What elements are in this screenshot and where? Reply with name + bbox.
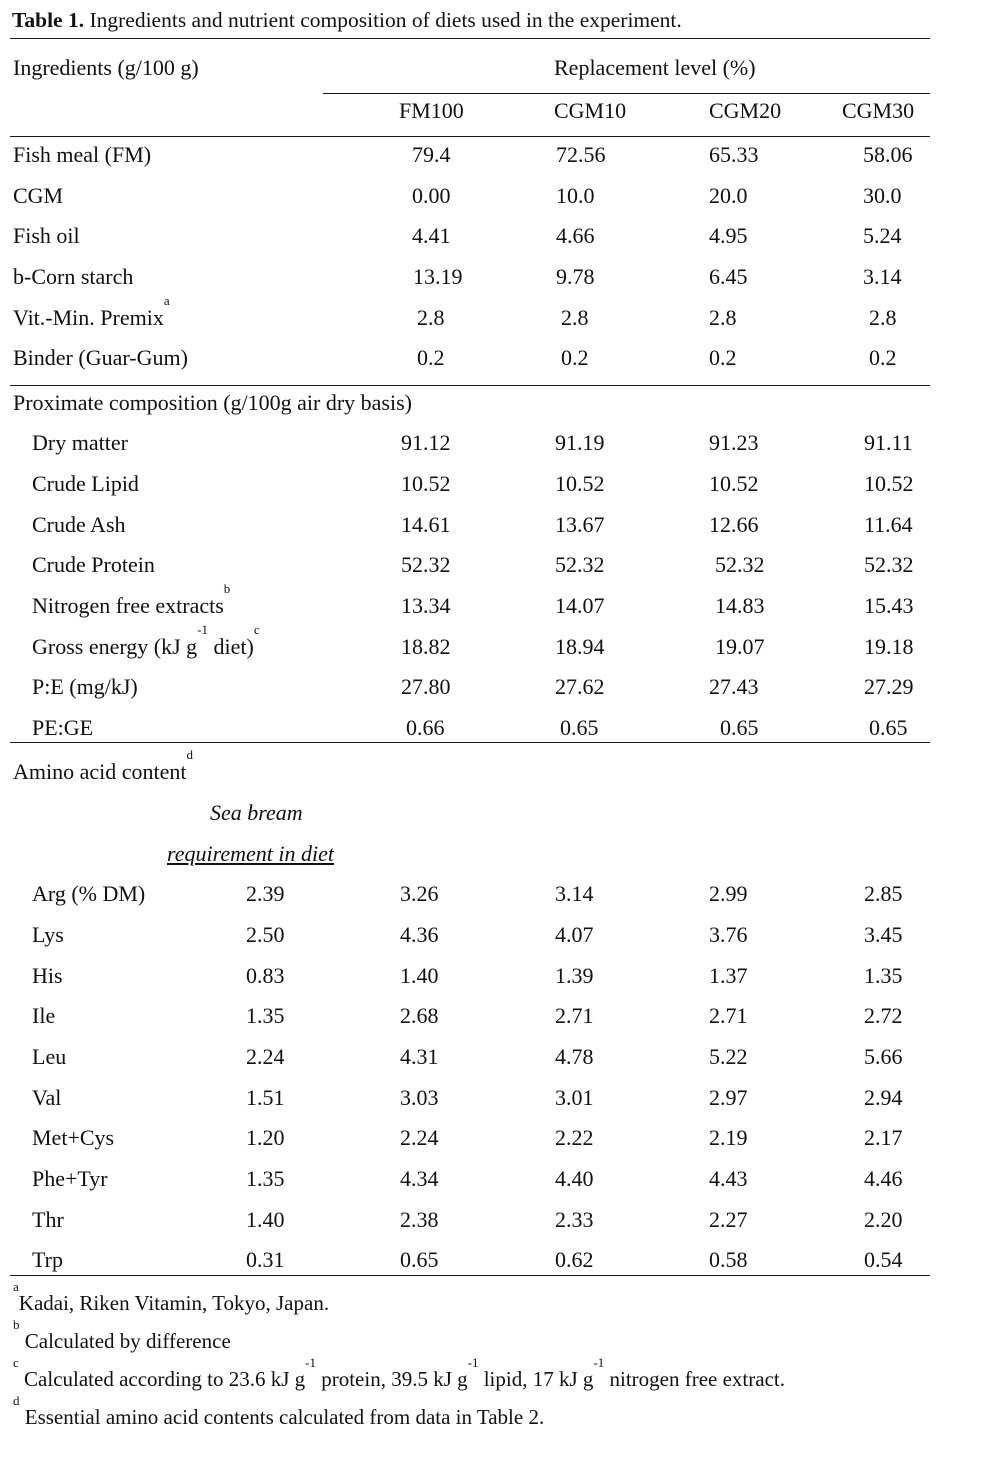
ingredient-value: 2.8 <box>709 305 737 330</box>
footnote-text: nitrogen free extract. <box>604 1367 785 1391</box>
ingredient-value: 0.2 <box>709 345 737 370</box>
amino-value: 2.24 <box>400 1125 439 1150</box>
proximate-value: 0.66 <box>406 715 445 740</box>
ingredient-name <box>13 142 151 168</box>
amino-value: 1.35 <box>864 963 903 988</box>
amino-value: 2.94 <box>864 1085 903 1110</box>
top-rule <box>10 38 930 39</box>
proximate-value: 10.52 <box>555 471 605 496</box>
ingredient-value: 0.00 <box>412 183 451 208</box>
amino-value: 2.99 <box>709 881 748 906</box>
ingredient-value: 0.2 <box>869 345 897 370</box>
bottom-rule <box>10 1275 930 1276</box>
proximate-value: 18.82 <box>401 634 451 659</box>
footnote-text: lipid, 17 kJ g <box>478 1367 594 1391</box>
proximate-value: 0.65 <box>720 715 759 740</box>
proximate-row-name <box>32 715 93 741</box>
amino-value: 2.71 <box>555 1003 594 1028</box>
footnote-mark: c <box>253 622 260 637</box>
proximate-value: 52.32 <box>715 552 765 577</box>
amino-value: 4.34 <box>400 1166 439 1191</box>
amino-value: 2.68 <box>400 1003 439 1028</box>
proximate-value: 19.07 <box>715 634 765 659</box>
replacement-header: Replacement level (%) <box>554 55 756 80</box>
requirement-value: 0.83 <box>246 963 285 988</box>
amino-acid-name: Leu <box>32 1044 67 1069</box>
footnote-text: protein, 39.5 kJ g <box>315 1367 468 1391</box>
ingredient-value: 4.66 <box>556 223 595 248</box>
amino-value: 1.37 <box>709 963 748 988</box>
proximate-name-text: Crude Lipid <box>32 471 139 496</box>
ingredients-rule <box>10 385 930 386</box>
proximate-value: 52.32 <box>555 552 605 577</box>
header-subrule <box>323 93 930 94</box>
ingredient-value: 0.2 <box>417 345 445 370</box>
amino-value: 2.85 <box>864 881 903 906</box>
proximate-row-name <box>32 552 155 578</box>
footnote-text: Essential amino acid contents calculated from data in Table 2. <box>19 1405 545 1429</box>
ingredient-value: 0.2 <box>561 345 589 370</box>
ingredient-name <box>13 293 170 331</box>
ingredient-value: 20.0 <box>709 183 748 208</box>
amino-value: 4.46 <box>864 1166 903 1191</box>
proximate-row-name <box>32 622 260 660</box>
requirement-value: 1.35 <box>246 1166 285 1191</box>
requirement-value: 1.35 <box>246 1003 285 1028</box>
proximate-row-name <box>32 674 138 700</box>
superscript: -1 <box>197 622 209 637</box>
ingredient-name-text: Binder (Guar-Gum) <box>13 345 188 370</box>
footnote-mark: b <box>223 581 231 596</box>
table-label: Table 1. <box>12 8 85 32</box>
amino-value: 1.39 <box>555 963 594 988</box>
requirement-header-line1: Sea bream <box>210 800 303 825</box>
amino-value: 0.65 <box>400 1247 439 1272</box>
amino-acid-name: Thr <box>32 1207 64 1232</box>
proximate-value: 52.32 <box>864 552 914 577</box>
amino-acid-name: Ile <box>32 1003 56 1028</box>
ingredient-name-text: CGM <box>13 183 64 208</box>
ingredient-name <box>13 345 188 371</box>
amino-value: 3.26 <box>400 881 439 906</box>
ingredient-value: 2.8 <box>417 305 445 330</box>
proximate-value: 27.80 <box>401 674 451 699</box>
proximate-section-title: Proximate composition (g/100g air dry basis) <box>13 390 412 415</box>
proximate-value: 10.52 <box>864 471 914 496</box>
amino-value: 0.58 <box>709 1247 748 1272</box>
proximate-value: 10.52 <box>401 471 451 496</box>
amino-acid-name: Val <box>32 1085 62 1110</box>
amino-value: 4.43 <box>709 1166 748 1191</box>
footnote-mark: b <box>13 1317 20 1332</box>
table-caption <box>12 7 682 33</box>
amino-acid-name: Met+Cys <box>32 1125 115 1150</box>
amino-value: 3.76 <box>709 922 748 947</box>
amino-title-text: Amino acid content <box>13 759 187 784</box>
superscript: -1 <box>305 1355 316 1370</box>
amino-value: 2.20 <box>864 1207 903 1232</box>
proximate-value: 11.64 <box>864 512 913 537</box>
amino-value: 3.45 <box>864 922 903 947</box>
ingredient-value: 72.56 <box>556 142 606 167</box>
requirement-value: 2.24 <box>246 1044 285 1069</box>
ingredient-value: 6.45 <box>709 264 748 289</box>
amino-value: 2.38 <box>400 1207 439 1232</box>
requirement-value: 1.51 <box>246 1085 285 1110</box>
amino-acid-name: His <box>32 963 63 988</box>
proximate-value: 91.11 <box>864 430 913 455</box>
proximate-value: 14.61 <box>401 512 451 537</box>
ingredient-value: 4.41 <box>412 223 451 248</box>
proximate-row-name <box>32 512 126 538</box>
amino-value: 1.40 <box>400 963 439 988</box>
proximate-name-text: P:E (mg/kJ) <box>32 674 138 699</box>
proximate-value: 13.34 <box>401 593 451 618</box>
amino-value: 4.07 <box>555 922 594 947</box>
amino-value: 4.36 <box>400 922 439 947</box>
proximate-rule <box>10 742 930 743</box>
proximate-value: 0.65 <box>869 715 908 740</box>
requirement-value: 1.40 <box>246 1207 285 1232</box>
proximate-value: 15.43 <box>864 593 914 618</box>
ingredient-value: 9.78 <box>556 264 595 289</box>
col-header-fm100: FM100 <box>399 98 464 123</box>
ingredient-value: 58.06 <box>863 142 913 167</box>
amino-value: 2.71 <box>709 1003 748 1028</box>
proximate-value: 13.67 <box>555 512 605 537</box>
footnote-text: Kadai, Riken Vitamin, Tokyo, Japan. <box>18 1291 330 1315</box>
ingredient-name-text: Vit.-Min. Premix <box>13 305 164 330</box>
amino-value: 3.01 <box>555 1085 594 1110</box>
footnote <box>13 1355 785 1392</box>
footnote-text: Calculated according to 23.6 kJ g <box>18 1367 306 1391</box>
proximate-value: 10.52 <box>709 471 759 496</box>
amino-value: 2.19 <box>709 1125 748 1150</box>
proximate-name-text: Crude Protein <box>32 552 155 577</box>
requirement-value: 2.50 <box>246 922 285 947</box>
header-rule <box>10 136 930 137</box>
requirement-value: 1.20 <box>246 1125 285 1150</box>
footnote-mark: a <box>13 1279 19 1294</box>
footnote-mark: a <box>163 293 170 308</box>
ingredient-name-text: Fish oil <box>13 223 80 248</box>
amino-value: 4.40 <box>555 1166 594 1191</box>
amino-value: 2.22 <box>555 1125 594 1150</box>
ingredient-value: 4.95 <box>709 223 748 248</box>
col-header-cgm30: CGM30 <box>842 98 915 123</box>
ingredient-name <box>13 223 80 249</box>
proximate-row-name <box>32 471 139 497</box>
amino-section-title <box>13 747 194 785</box>
ingredient-name-text: b-Corn starch <box>13 264 134 289</box>
proximate-name-part: diet) <box>208 634 254 659</box>
ingredient-value: 2.8 <box>869 305 897 330</box>
proximate-value: 27.29 <box>864 674 914 699</box>
ingredient-value: 13.19 <box>413 264 463 289</box>
requirement-value: 0.31 <box>246 1247 285 1272</box>
proximate-name-text: Nitrogen free extracts <box>32 593 224 618</box>
superscript: -1 <box>467 1355 479 1370</box>
proximate-row-name <box>32 581 231 619</box>
footnote <box>13 1393 545 1430</box>
amino-value: 3.03 <box>400 1085 439 1110</box>
ingredient-value: 79.4 <box>412 142 451 167</box>
amino-acid-name: Trp <box>32 1247 63 1272</box>
amino-value: 0.54 <box>864 1247 903 1272</box>
amino-value: 4.78 <box>555 1044 594 1069</box>
footnote <box>13 1317 231 1354</box>
footnote-mark: d <box>186 747 194 762</box>
superscript: -1 <box>593 1355 605 1370</box>
proximate-value: 91.19 <box>555 430 605 455</box>
amino-value: 2.33 <box>555 1207 594 1232</box>
amino-value: 5.22 <box>709 1044 748 1069</box>
proximate-name-text: Dry matter <box>32 430 128 455</box>
proximate-value: 14.07 <box>555 593 605 618</box>
col-header-cgm20: CGM20 <box>709 98 782 123</box>
amino-acid-name: Arg (% DM) <box>32 881 146 906</box>
requirement-header-line2: requirement in diet <box>167 841 334 866</box>
proximate-value: 0.65 <box>560 715 599 740</box>
ingredient-name <box>13 183 63 209</box>
amino-value: 0.62 <box>555 1247 594 1272</box>
footnote-mark: d <box>13 1393 20 1408</box>
proximate-name-text: PE:GE <box>32 715 94 740</box>
footnote <box>13 1279 330 1316</box>
ingredient-value: 3.14 <box>863 264 902 289</box>
proximate-value: 14.83 <box>715 593 765 618</box>
proximate-value: 12.66 <box>709 512 759 537</box>
ingredient-name <box>13 264 133 290</box>
amino-value: 5.66 <box>864 1044 903 1069</box>
footnote-mark: c <box>13 1355 19 1370</box>
amino-value: 2.97 <box>709 1085 748 1110</box>
ingredient-value: 30.0 <box>863 183 902 208</box>
amino-value: 2.27 <box>709 1207 748 1232</box>
proximate-name-part: Gross energy (kJ g <box>32 634 198 659</box>
proximate-value: 19.18 <box>864 634 914 659</box>
proximate-row-name <box>32 430 128 456</box>
col-header-cgm10: CGM10 <box>554 98 627 123</box>
proximate-value: 18.94 <box>555 634 605 659</box>
amino-value: 2.17 <box>864 1125 903 1150</box>
requirement-value: 2.39 <box>246 881 285 906</box>
table-title: Ingredients and nutrient composition of diets used in the experiment. <box>84 8 682 32</box>
footnote-text: Calculated by difference <box>19 1329 231 1353</box>
proximate-value: 27.62 <box>555 674 605 699</box>
amino-acid-name: Phe+Tyr <box>32 1166 108 1191</box>
amino-value: 4.31 <box>400 1044 439 1069</box>
proximate-value: 91.23 <box>709 430 759 455</box>
ingredient-name-text: Fish meal (FM) <box>13 142 152 167</box>
proximate-value: 27.43 <box>709 674 759 699</box>
ingredient-value: 10.0 <box>556 183 595 208</box>
proximate-value: 91.12 <box>401 430 451 455</box>
ingredient-value: 2.8 <box>561 305 589 330</box>
ingredient-value: 5.24 <box>863 223 902 248</box>
ingredients-header: Ingredients (g/100 g) <box>13 55 199 80</box>
amino-value: 2.72 <box>864 1003 903 1028</box>
amino-acid-name: Lys <box>32 922 64 947</box>
proximate-value: 52.32 <box>401 552 451 577</box>
proximate-name-text: Crude Ash <box>32 512 126 537</box>
ingredient-value: 65.33 <box>709 142 759 167</box>
amino-value: 3.14 <box>555 881 594 906</box>
